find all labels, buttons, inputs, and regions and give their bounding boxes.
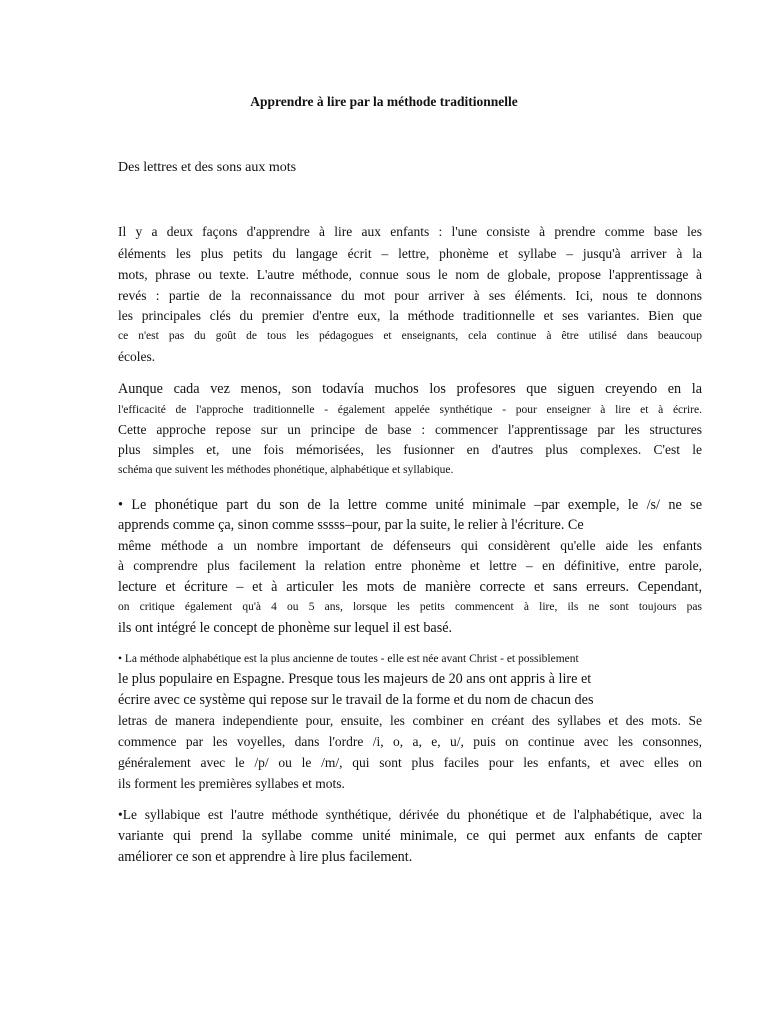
paragraph-line: Il y a deux façons d'apprendre à lire aux enfants : l'une consiste à prendre comme base les <box>118 224 702 239</box>
paragraph-line: letras de manera independiente pour, ensuite, les combiner en créant des syllabes et des mots. Se <box>118 713 702 728</box>
document-title: Apprendre à lire par la méthode traditionnelle <box>250 94 518 109</box>
paragraph-line: ils ont intégré le concept de phonème sur lequel il est basé. <box>118 620 453 636</box>
paragraph-line: commence par les voyelles, dans l'ordre /i, o, a, e, u/, puis on continue avec les consonnes, <box>118 734 702 749</box>
paragraph-line: lecture et écriture – et à articuler les mots de manière correcte et sans erreurs. Cependant, <box>118 579 702 595</box>
paragraph-line: généralement avec le /p/ ou le /m/, qui sont plus faciles pour les enfants, et avec elles on <box>118 755 702 770</box>
paragraph-line: variante qui prend la syllabe comme unité minimale, ce qui permet aux enfants de capter <box>118 828 702 844</box>
paragraph-line: Aunque cada vez menos, son todavía muchos los profesores que siguen creyendo en la <box>118 381 702 397</box>
paragraph-line: améliorer ce son et apprendre à lire plus facilement. <box>118 849 413 865</box>
paragraph-line: à comprendre plus facilement la relation entre phonème et lettre – en définitive, entre parole, <box>118 558 702 573</box>
paragraph-line: plus simples et, une fois mémorisées, les fusionner en d'autres plus complexes. C'est le <box>118 442 702 457</box>
paragraph-line: même méthode a un nombre important de défenseurs qui considèrent qu'elle aide les enfants <box>118 538 702 553</box>
paragraph-line: écrire avec ce système qui repose sur le travail de la forme et du nom de chacun des <box>118 692 594 708</box>
paragraph-line: revés : partie de la reconnaissance du mot pour arriver à ses éléments. Ici, nous te donnons <box>118 288 702 303</box>
paragraph-line: ce n'est pas du goût de tous les pédagogues et enseignants, cela continue à être utilisé dans beaucoup <box>118 330 702 342</box>
paragraph-line: • Le phonétique part du son de la lettre comme unité minimale –par exemple, le /s/ ne se <box>118 497 702 513</box>
paragraph-line: schéma que suivent les méthodes phonétique, alphabétique et syllabique. <box>118 464 454 476</box>
paragraph-line: •Le syllabique est l'autre méthode synthétique, dérivée du phonétique et de l'alphabétique, avec la <box>118 807 702 822</box>
paragraph-line: • La méthode alphabétique est la plus ancienne de toutes - elle est née avant Christ - et possiblement <box>118 653 579 665</box>
paragraph-line: mots, phrase ou texte. L'autre méthode, connue sous le nom de globale, propose l'apprentissage à <box>118 267 702 282</box>
paragraph-line: éléments les plus petits du langage écrit – lettre, phonème et syllabe – jusqu'à arriver à la <box>118 246 702 261</box>
paragraph-line: Cette approche repose sur un principe de base : commencer l'apprentissage par les structures <box>118 422 702 437</box>
paragraph-line: écoles. <box>118 349 156 364</box>
paragraph-line: le plus populaire en Espagne. Presque tous les majeurs de 20 ans ont appris à lire et <box>118 671 592 687</box>
paragraph-line: les principales clés du premier d'entre eux, la méthode traditionnelle et ses variantes. Bien que <box>118 308 702 323</box>
paragraph-line: l'efficacité de l'approche traditionnelle - également appelée synthétique - pour enseigner à lire et à écrire. <box>118 404 702 416</box>
paragraph-line: apprends comme ça, sinon comme sssss–pour, par la suite, le relier à l'écriture. Ce <box>118 517 584 533</box>
section-subtitle: Des lettres et des sons aux mots <box>118 160 297 175</box>
paragraph-line: on critique également qu'à 4 ou 5 ans, lorsque les petits commencent à lire, ils ne sont toujours pas <box>118 601 702 613</box>
paragraph-line: ils forment les premières syllabes et mots. <box>118 776 345 791</box>
